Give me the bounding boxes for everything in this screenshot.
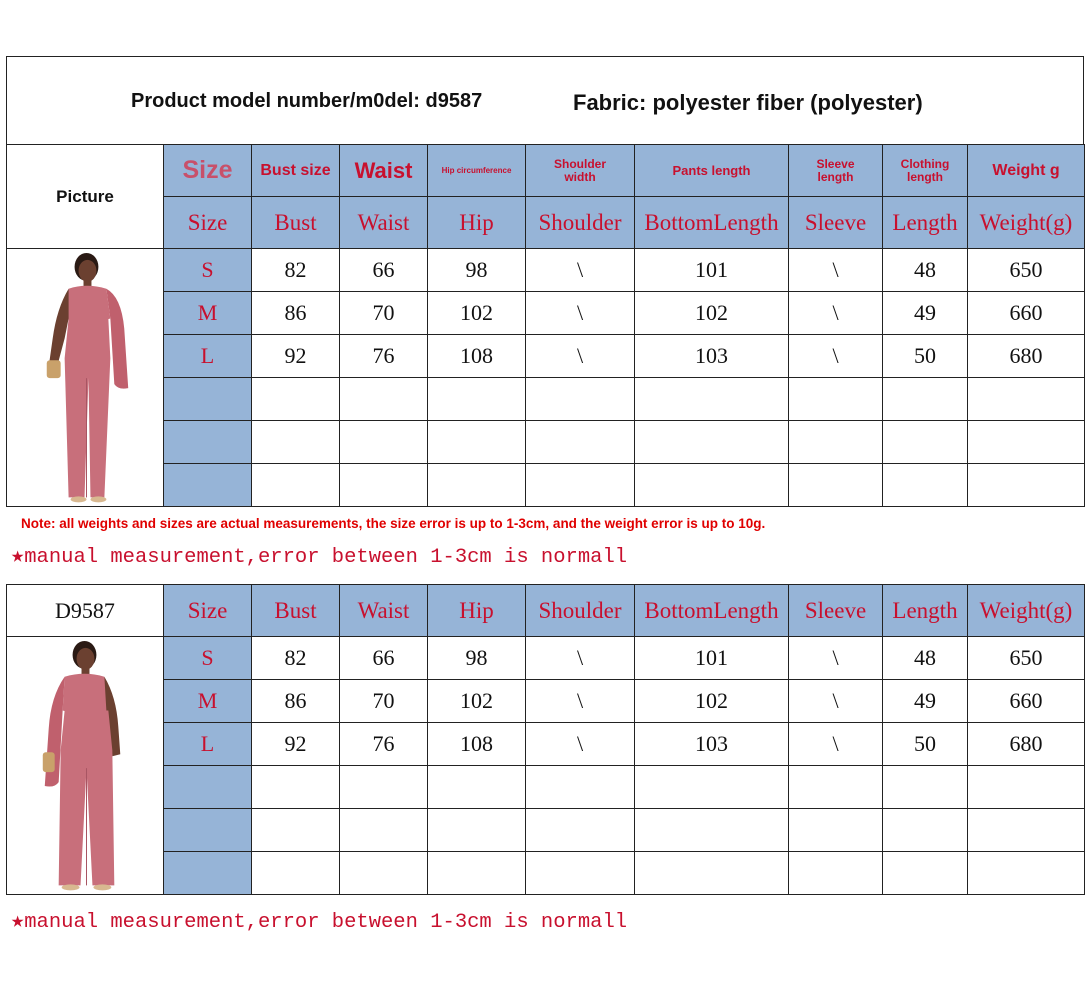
- header-shoulder: Shoulder: [526, 585, 635, 637]
- empty-cell: [635, 852, 789, 895]
- empty-cell: [635, 766, 789, 809]
- shoulder-value: \: [526, 292, 635, 335]
- empty-cell: [428, 421, 526, 464]
- cn-header-size: Size: [164, 145, 252, 197]
- star-icon: ★: [11, 909, 25, 934]
- header-waist: Waist: [340, 585, 428, 637]
- waist-value: 66: [340, 249, 428, 292]
- model-picture-cell-1: [7, 249, 164, 507]
- en-header-shoulder: Shoulder: [526, 197, 635, 249]
- hip-value: 102: [428, 680, 526, 723]
- length-value: 50: [883, 335, 968, 378]
- empty-cell: [635, 378, 789, 421]
- hip-value: 102: [428, 292, 526, 335]
- weight-value: 650: [968, 637, 1085, 680]
- header-hip: Hip: [428, 585, 526, 637]
- en-header-sleeve: Sleeve: [789, 197, 883, 249]
- empty-cell: [968, 766, 1085, 809]
- cn-header-pants: Pants length: [635, 145, 789, 197]
- hip-value: 98: [428, 637, 526, 680]
- bottomlength-value: 103: [635, 723, 789, 766]
- bottomlength-value: 101: [635, 637, 789, 680]
- size-cell: [164, 378, 252, 421]
- sleeve-value: \: [789, 335, 883, 378]
- empty-cell: [883, 809, 968, 852]
- empty-cell: [428, 464, 526, 507]
- fabric-title: Fabric: polyester fiber (polyester): [573, 90, 923, 115]
- length-value: 48: [883, 249, 968, 292]
- empty-cell: [340, 421, 428, 464]
- empty-cell: [968, 421, 1085, 464]
- empty-cell: [526, 378, 635, 421]
- shoulder-value: \: [526, 723, 635, 766]
- manual-measurement-note-1: ★manual measurement,error between 1-3cm is normall: [11, 544, 628, 569]
- size-cell: L: [164, 335, 252, 378]
- en-header-size: Size: [164, 197, 252, 249]
- empty-cell: [883, 378, 968, 421]
- waist-value: 70: [340, 680, 428, 723]
- empty-cell: [340, 852, 428, 895]
- shoulder-value: \: [526, 335, 635, 378]
- length-value: 49: [883, 680, 968, 723]
- hip-value: 98: [428, 249, 526, 292]
- empty-cell: [340, 464, 428, 507]
- picture-label-cell: [7, 145, 164, 249]
- cn-header-bust: Bust size: [252, 145, 340, 197]
- en-header-bottomlength: BottomLength: [635, 197, 789, 249]
- header-length: Length: [883, 585, 968, 637]
- empty-cell: [526, 464, 635, 507]
- sleeve-value: \: [789, 249, 883, 292]
- cn-header-clothing: Clothing length: [883, 145, 968, 197]
- table-row: [7, 249, 1085, 292]
- bust-value: 82: [252, 637, 340, 680]
- bottomlength-value: 102: [635, 680, 789, 723]
- empty-cell: [428, 809, 526, 852]
- sleeve-value: \: [789, 637, 883, 680]
- empty-cell: [526, 766, 635, 809]
- empty-cell: [340, 766, 428, 809]
- size-cell: [164, 766, 252, 809]
- empty-cell: [789, 809, 883, 852]
- table-row-empty: [7, 766, 1085, 809]
- size-cell: [164, 421, 252, 464]
- star-icon: ★: [11, 544, 25, 569]
- empty-cell: [883, 766, 968, 809]
- empty-cell: [883, 421, 968, 464]
- waist-value: 76: [340, 723, 428, 766]
- weight-value: 660: [968, 680, 1085, 723]
- measurement-note: Note: all weights and sizes are actual measurements, the size error is up to 1-3cm, and the weight error is up to 10g.: [21, 516, 766, 531]
- size-chart-table-2: [6, 584, 1085, 895]
- empty-cell: [635, 421, 789, 464]
- sleeve-value: \: [789, 680, 883, 723]
- sleeve-value: \: [789, 723, 883, 766]
- en-header-row: [7, 197, 1085, 249]
- length-value: 50: [883, 723, 968, 766]
- header-bust: Bust: [252, 585, 340, 637]
- weight-value: 680: [968, 335, 1085, 378]
- bust-value: 86: [252, 680, 340, 723]
- table-row: [7, 335, 1085, 378]
- size-cell: M: [164, 680, 252, 723]
- bust-value: 92: [252, 335, 340, 378]
- empty-cell: [635, 464, 789, 507]
- en-header-hip: Hip: [428, 197, 526, 249]
- weight-value: 660: [968, 292, 1085, 335]
- bottomlength-value: 101: [635, 249, 789, 292]
- size-cell: [164, 464, 252, 507]
- empty-cell: [968, 464, 1085, 507]
- hip-value: 108: [428, 335, 526, 378]
- en-header-weight: Weight(g): [968, 197, 1085, 249]
- empty-cell: [968, 378, 1085, 421]
- bust-value: 92: [252, 723, 340, 766]
- size-cell: L: [164, 723, 252, 766]
- weight-value: 650: [968, 249, 1085, 292]
- size-cell: S: [164, 637, 252, 680]
- en-header-bust: Bust: [252, 197, 340, 249]
- empty-cell: [340, 378, 428, 421]
- table-row-empty: [7, 378, 1085, 421]
- empty-cell: [252, 809, 340, 852]
- table-row-empty: [7, 464, 1085, 507]
- cn-header-weight: Weight g: [968, 145, 1085, 197]
- empty-cell: [340, 809, 428, 852]
- weight-value: 680: [968, 723, 1085, 766]
- header-sleeve: Sleeve: [789, 585, 883, 637]
- model-photo-1: [7, 249, 163, 505]
- bust-value: 86: [252, 292, 340, 335]
- shoulder-value: \: [526, 680, 635, 723]
- length-value: 49: [883, 292, 968, 335]
- bottomlength-value: 103: [635, 335, 789, 378]
- cn-header-shoulder: Shoulder width: [526, 145, 635, 197]
- empty-cell: [789, 852, 883, 895]
- header-bottomlength: BottomLength: [635, 585, 789, 637]
- empty-cell: [789, 378, 883, 421]
- empty-cell: [252, 464, 340, 507]
- shoulder-value: \: [526, 637, 635, 680]
- table-row: [7, 292, 1085, 335]
- header-size: Size: [164, 585, 252, 637]
- cn-header-waist: Waist: [340, 145, 428, 197]
- empty-cell: [526, 421, 635, 464]
- table-row: [7, 723, 1085, 766]
- size-cell: [164, 852, 252, 895]
- size-cell: S: [164, 249, 252, 292]
- header-weight: Weight(g): [968, 585, 1085, 637]
- manual-measurement-note-2: ★manual measurement,error between 1-3cm is normall: [11, 909, 628, 934]
- cn-header-sleeve: Sleeve length: [789, 145, 883, 197]
- empty-cell: [883, 464, 968, 507]
- empty-cell: [526, 852, 635, 895]
- empty-cell: [428, 378, 526, 421]
- empty-cell: [428, 766, 526, 809]
- en-header-length: Length: [883, 197, 968, 249]
- empty-cell: [883, 852, 968, 895]
- table-row-empty: [7, 852, 1085, 895]
- picture-label: Picture: [56, 186, 114, 206]
- shoulder-value: \: [526, 249, 635, 292]
- model-label: D9587: [7, 585, 164, 637]
- empty-cell: [428, 852, 526, 895]
- empty-cell: [789, 421, 883, 464]
- empty-cell: [789, 464, 883, 507]
- table-row: [7, 637, 1085, 680]
- waist-value: 66: [340, 637, 428, 680]
- size-cell: [164, 809, 252, 852]
- empty-cell: [789, 766, 883, 809]
- length-value: 48: [883, 637, 968, 680]
- model-picture-cell-2: [7, 637, 164, 895]
- empty-cell: [968, 852, 1085, 895]
- size-cell: M: [164, 292, 252, 335]
- empty-cell: [252, 378, 340, 421]
- empty-cell: [252, 852, 340, 895]
- sleeve-value: \: [789, 292, 883, 335]
- table-row: [7, 680, 1085, 723]
- title-box: [6, 56, 1084, 145]
- en-header-waist: Waist: [340, 197, 428, 249]
- header-row: [7, 585, 1085, 637]
- model-photo-2: [7, 637, 163, 893]
- size-chart-table-1: [6, 144, 1085, 507]
- empty-cell: [968, 809, 1085, 852]
- cn-header-hip: Hip circumference: [428, 145, 526, 197]
- table-row-empty: [7, 809, 1085, 852]
- waist-value: 70: [340, 292, 428, 335]
- empty-cell: [526, 809, 635, 852]
- empty-cell: [252, 766, 340, 809]
- hip-value: 108: [428, 723, 526, 766]
- waist-value: 76: [340, 335, 428, 378]
- bottomlength-value: 102: [635, 292, 789, 335]
- bust-value: 82: [252, 249, 340, 292]
- model-number-title: Product model number/m0del: d9587: [131, 90, 483, 112]
- empty-cell: [635, 809, 789, 852]
- empty-cell: [252, 421, 340, 464]
- table-row-empty: [7, 421, 1085, 464]
